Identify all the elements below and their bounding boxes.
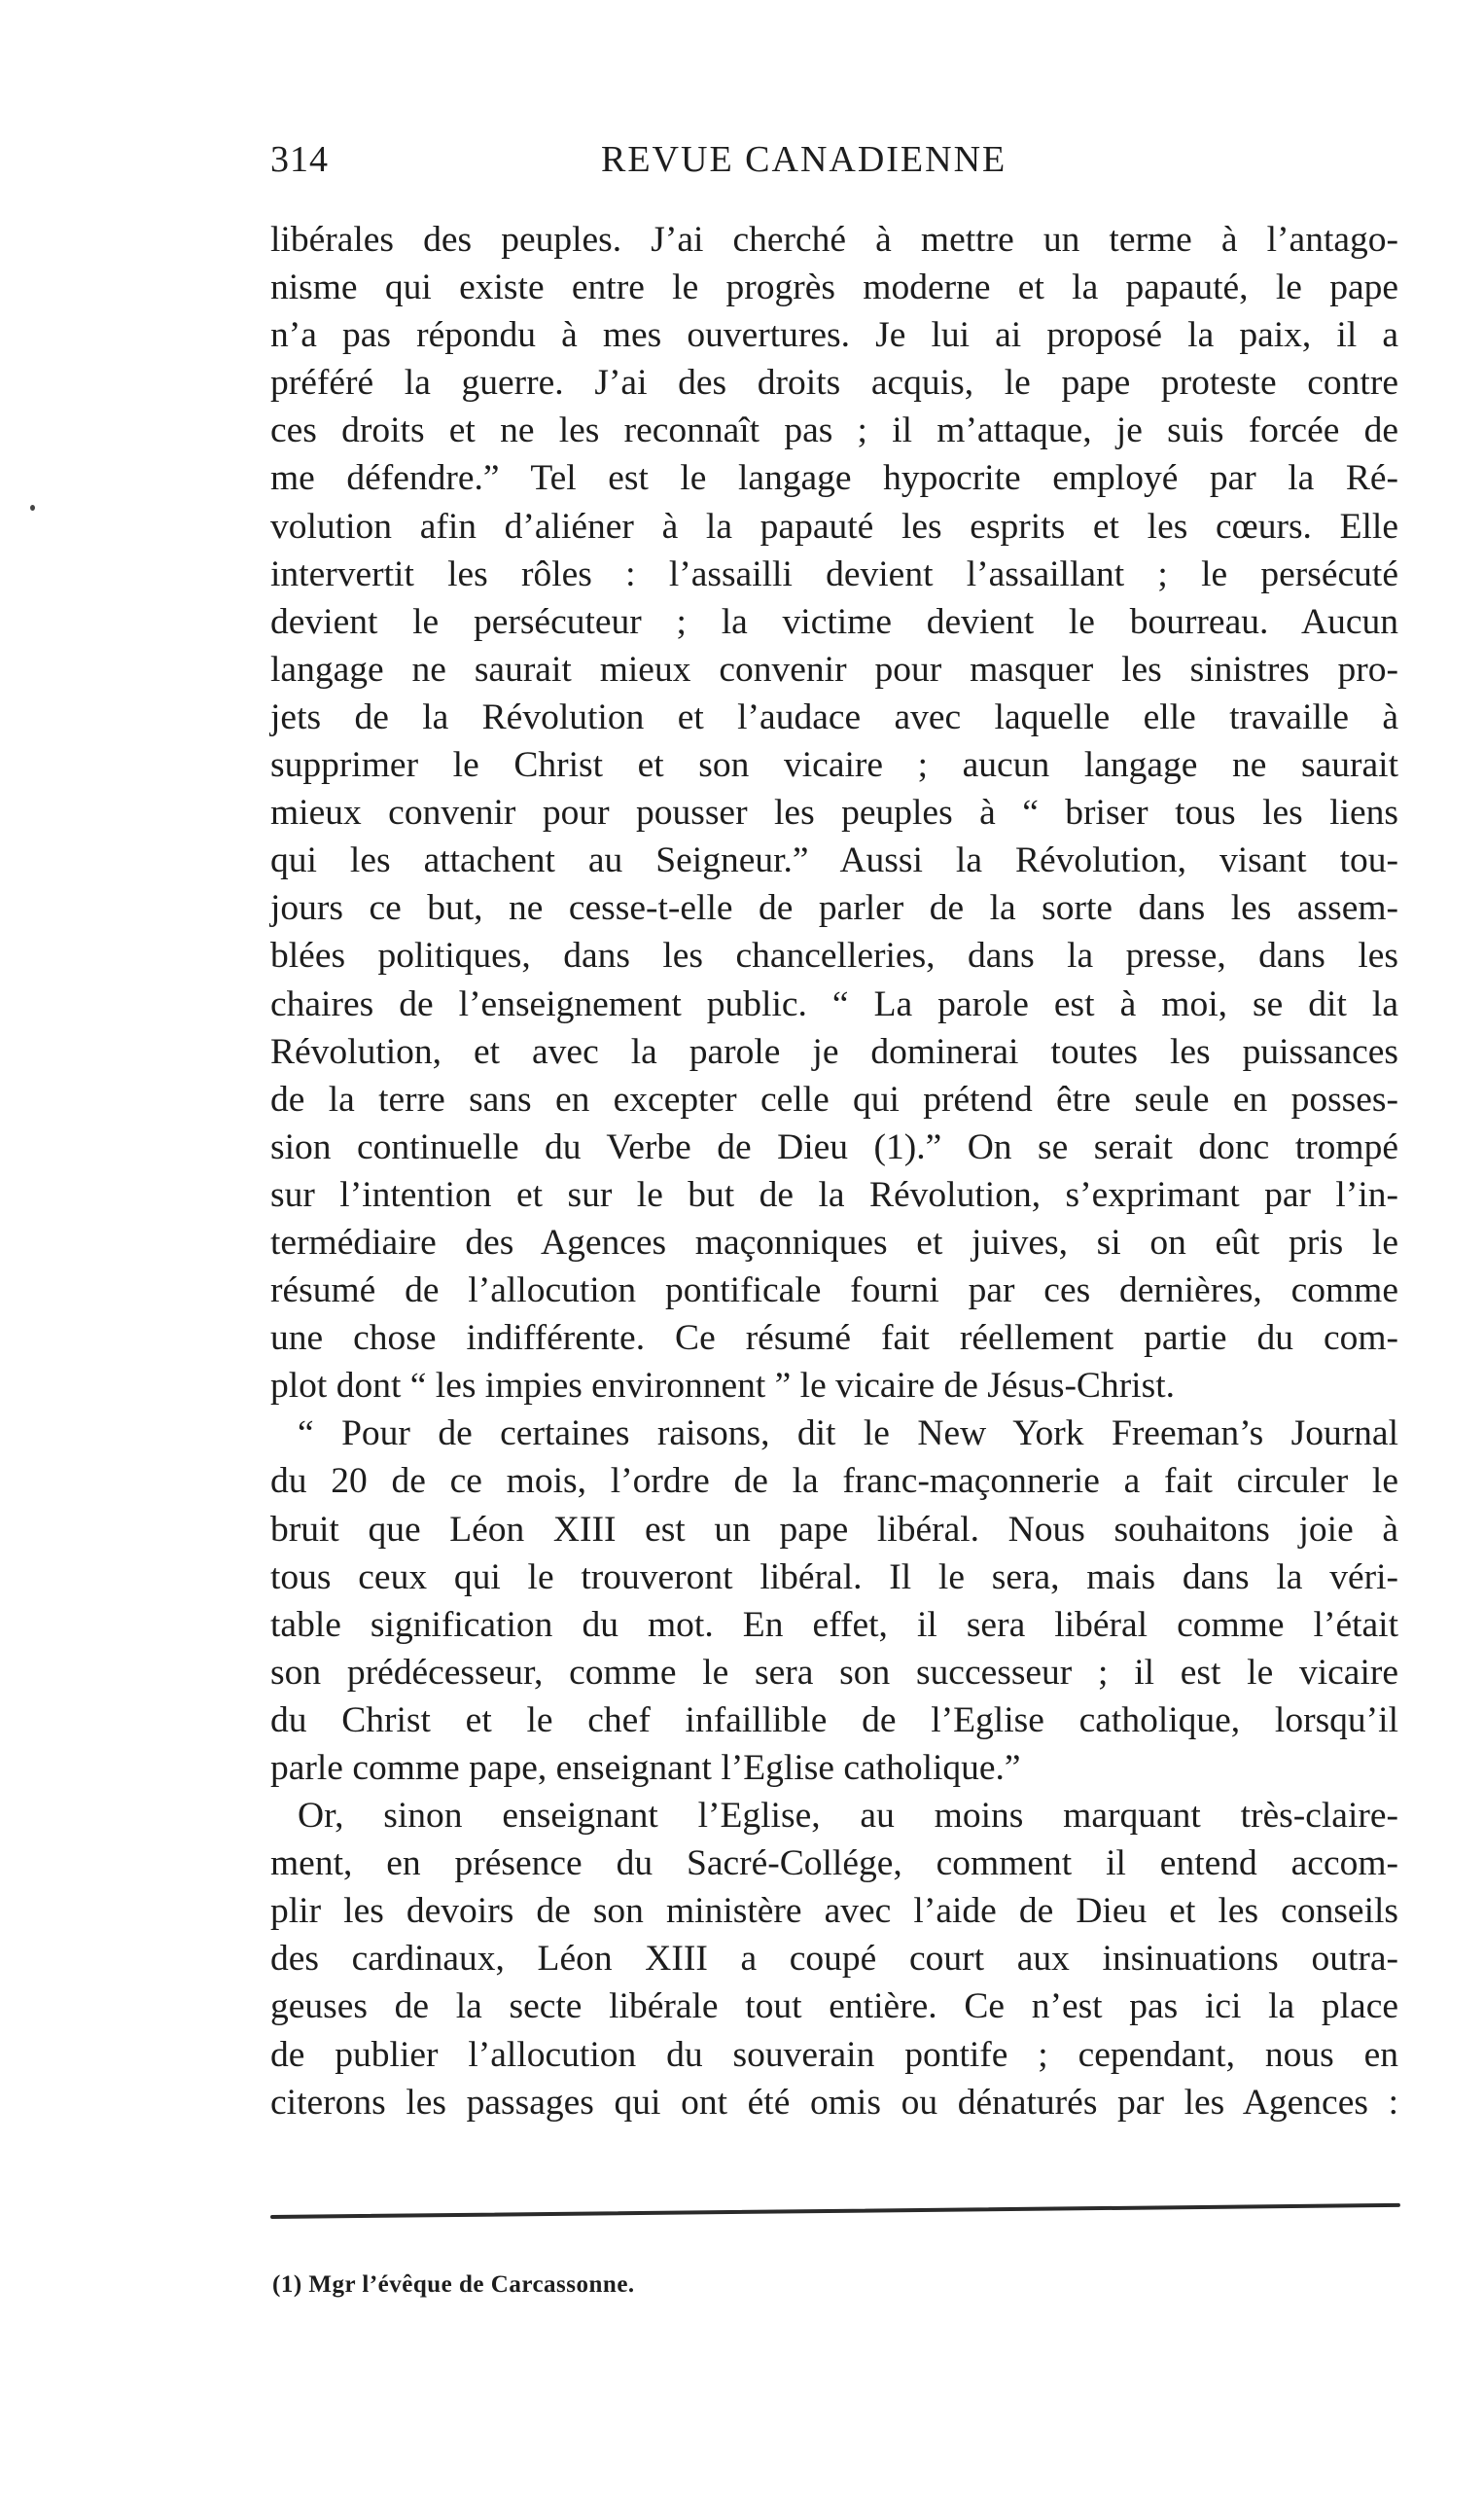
text-line: mieux convenir pour pousser les peuples à “ briser tous les liens xyxy=(270,793,1398,834)
text-line: me défendre.” Tel est le langage hypocrite employé par la Ré- xyxy=(270,458,1398,499)
text-line: intervertit les rôles : l’assailli devient l’assaillant ; le persécuté xyxy=(270,554,1398,594)
page-header xyxy=(270,138,1398,196)
text-line: Or, sinon enseignant l’Eglise, au moins marquant très-claire- xyxy=(298,1796,1398,1837)
text-line: “ Pour de certaines raisons, dit le New York Freeman’s Journal xyxy=(298,1413,1398,1454)
text-line: préféré la guerre. J’ai des droits acquis, le pape proteste contre xyxy=(270,363,1398,404)
text-line: résumé de l’allocution pontificale fourni par ces dernières, comme xyxy=(270,1270,1398,1311)
text-line: qui les attachent au Seigneur.” Aussi la Révolution, visant tou- xyxy=(270,840,1398,881)
text-line: parle comme pape, enseignant l’Eglise catholique.” xyxy=(270,1748,1021,1788)
text-line: ces droits et ne les reconnaît pas ; il m’attaque, je suis forcée de xyxy=(270,411,1398,451)
text-line: sion continuelle du Verbe de Dieu (1).” On se serait donc trompé xyxy=(270,1126,1398,1167)
text-line: supprimer le Christ et son vicaire ; aucun langage ne saurait xyxy=(270,745,1398,786)
text-line: du Christ et le chef infaillible de l’Eglise catholique, lorsqu’il xyxy=(270,1699,1398,1740)
text-line: plir les devoirs de son ministère avec l’aide de Dieu et les conseils xyxy=(270,1891,1398,1932)
text-line: termédiaire des Agences maçonniques et juives, si on eût pris le xyxy=(270,1222,1398,1263)
text-line: tous ceux qui le trouveront libéral. Il le sera, mais dans la véri- xyxy=(270,1556,1398,1597)
text-line: blées politiques, dans les chancelleries, dans la presse, dans les xyxy=(270,936,1398,977)
footnote: (1) Mgr l’évêque de Carcassonne. xyxy=(272,2271,635,2298)
text-line: des cardinaux, Léon XIII a coupé court aux insinuations outra- xyxy=(270,1939,1398,1980)
text-line: chaires de l’enseignement public. “ La parole est à moi, se dit la xyxy=(270,983,1398,1024)
text-line: plot dont “ les impies environnent ” le vicaire de Jésus-Christ. xyxy=(270,1366,1175,1407)
page-number: 314 xyxy=(270,139,329,180)
footnote-rule xyxy=(270,2203,1400,2219)
text-line: sur l’intention et sur le but de la Révolution, s’exprimant par l’in- xyxy=(270,1174,1398,1215)
text-line: nisme qui existe entre le progrès moderne et la papauté, le pape xyxy=(270,268,1398,308)
text-line: geuses de la secte libérale tout entière. Ce n’est pas ici la place xyxy=(270,1986,1398,2027)
text-line: de publier l’allocution du souverain pontife ; cependant, nous en xyxy=(270,2034,1398,2075)
text-line: une chose indifférente. Ce résumé fait réellement partie du com- xyxy=(270,1318,1398,1359)
text-line: bruit que Léon XIII est un pape libéral. Nous souhaitons joie à xyxy=(270,1509,1398,1550)
text-line: son prédécesseur, comme le sera son successeur ; il est le vicaire xyxy=(270,1652,1398,1693)
text-line: langage ne saurait mieux convenir pour masquer les sinistres pro- xyxy=(270,649,1398,690)
text-line: jets de la Révolution et l’audace avec laquelle elle travaille à xyxy=(270,696,1398,737)
text-line: devient le persécuteur ; la victime devient le bourreau. Aucun xyxy=(270,601,1398,642)
text-line: Révolution, et avec la parole je dominerai toutes les puissances xyxy=(270,1031,1398,1072)
text-line: volution afin d’aliéner à la papauté les esprits et les cœurs. Elle xyxy=(270,506,1398,547)
text-line: citerons les passages qui ont été omis ou dénaturés par les Agences : xyxy=(270,2082,1398,2123)
text-line: ment, en présence du Sacré-Collége, comment il entend accom- xyxy=(270,1843,1398,1884)
running-title: REVUE CANADIENNE xyxy=(601,139,1007,180)
body-text xyxy=(270,216,1398,2126)
text-line: de la terre sans en excepter celle qui prétend être seule en posses- xyxy=(270,1079,1398,1120)
text-line: jours ce but, ne cesse-t-elle de parler de la sorte dans les assem- xyxy=(270,888,1398,929)
text-line: du 20 de ce mois, l’ordre de la franc-maçonnerie a fait circuler le xyxy=(270,1461,1398,1502)
text-line: table signification du mot. En effet, il sera libéral comme l’était xyxy=(270,1604,1398,1645)
stray-ink-mark xyxy=(30,505,35,511)
text-line: n’a pas répondu à mes ouvertures. Je lui ai proposé la paix, il a xyxy=(270,315,1398,356)
text-line: libérales des peuples. J’ai cherché à mettre un terme à l’antago- xyxy=(270,220,1398,260)
